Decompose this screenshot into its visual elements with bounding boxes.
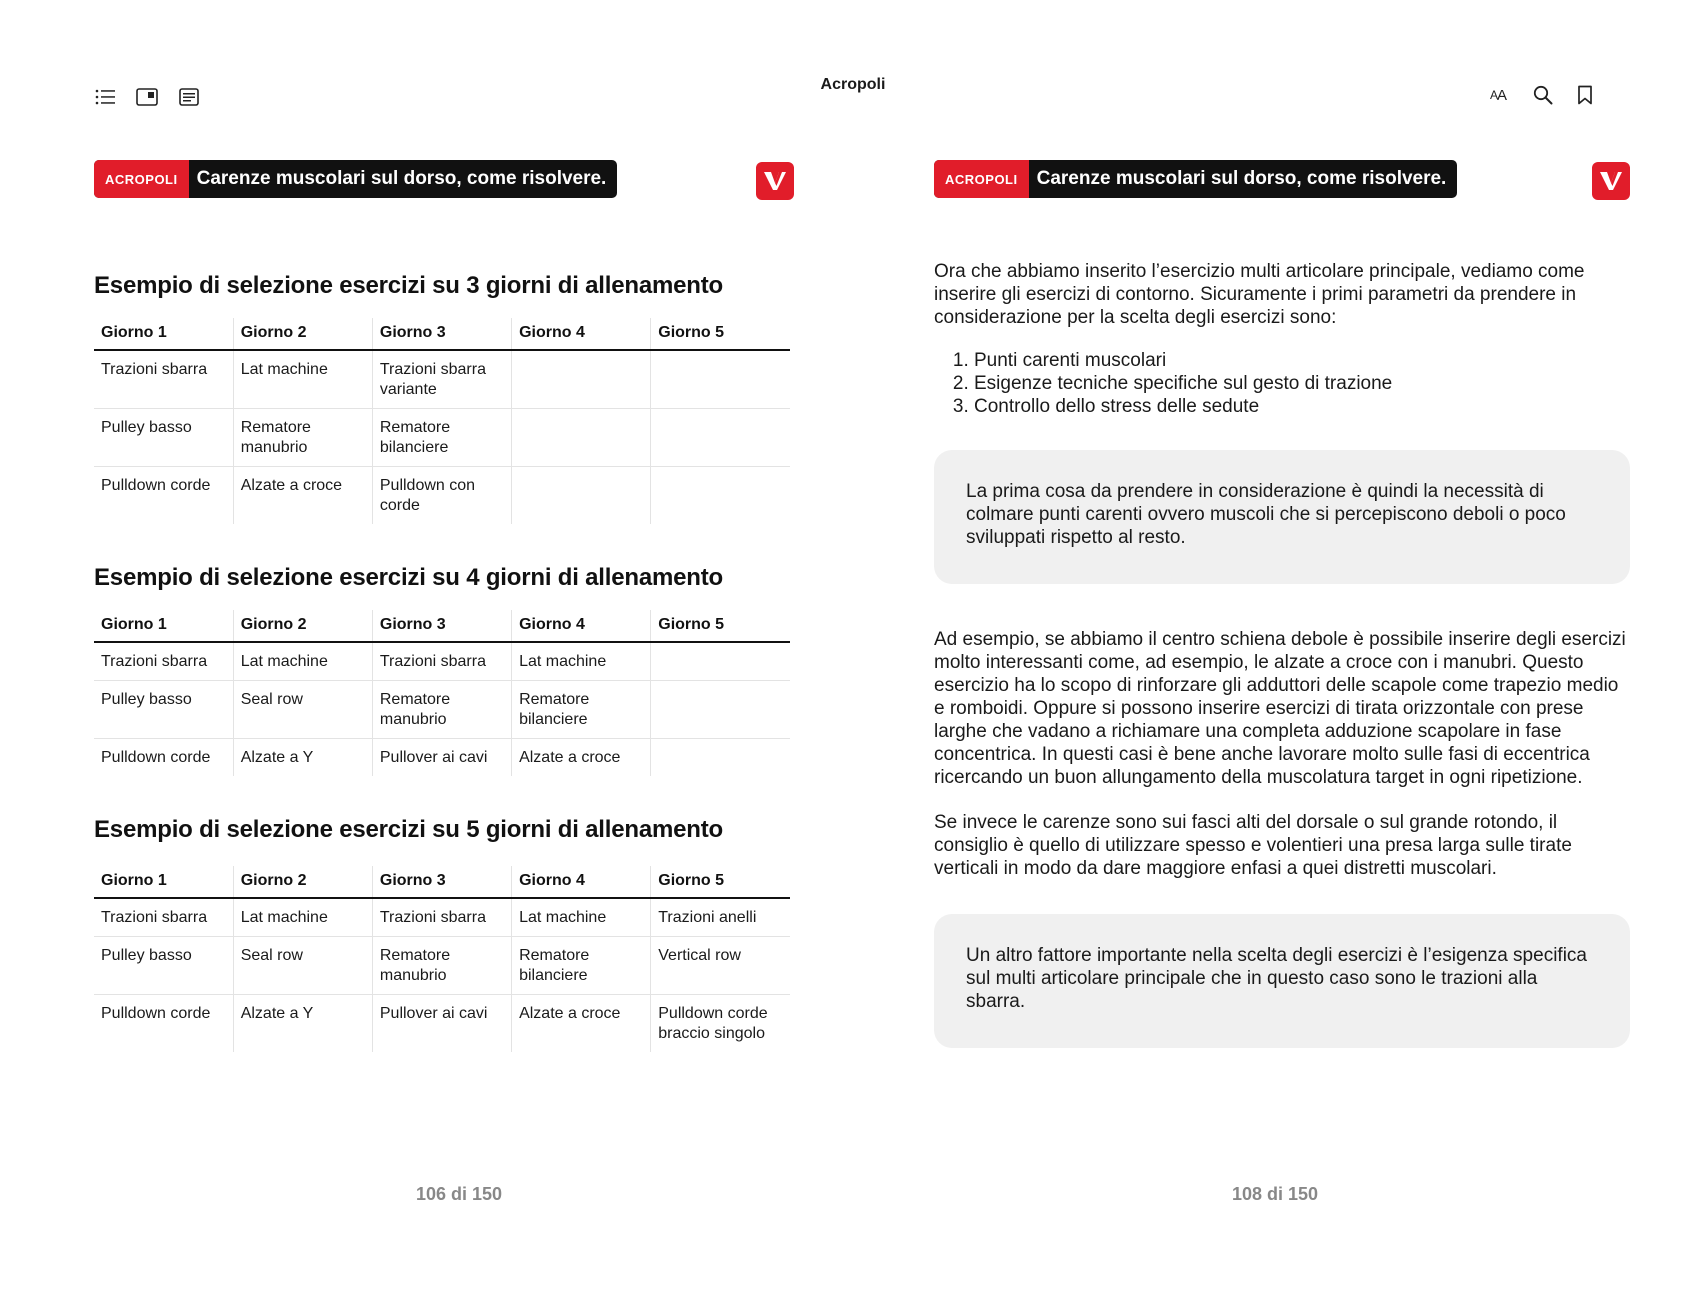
table-cell: Trazioni sbarra: [94, 642, 233, 680]
table-cell: Lat machine: [233, 642, 372, 680]
column-header: Giorno 5: [651, 318, 790, 350]
header-tag: ACROPOLI: [934, 160, 1029, 198]
column-header: Giorno 4: [512, 610, 651, 642]
left-page: [94, 160, 794, 1220]
table-cell: Rematore bilanciere: [372, 408, 511, 466]
table-cell: [651, 738, 790, 776]
body-paragraph: Ad esempio, se abbiamo il centro schiena debole è possibile inserire degli esercizi molto interessanti come, ad esempio, le alzate a croce con i manubri. Questo esercizio ha lo scopo di rinforzare gli adduttori delle scapole come trapezio medio e romboidi. Oppure si possono inserire esercizi di tirata orizzontale con prese larghe che vadano a richiamare una completa adduzione scapolare in fase concentrica. In questi casi è bene anche lavorare molto sulle fasi di eccentrica ricercando un buon allungamento della muscolatura target in ogni ripetizione.: [934, 629, 1626, 788]
table-cell: Rematore manubrio: [372, 936, 511, 994]
section-title: Esempio di selezione esercizi su 4 giorni di allenamento: [94, 564, 723, 591]
table-row: [94, 466, 790, 524]
table-cell: Alzate a Y: [233, 738, 372, 776]
exercise-section-5-days: [94, 816, 794, 1052]
column-header: Giorno 2: [233, 866, 372, 898]
table-cell: Seal row: [233, 680, 372, 738]
brand-logo-icon: [756, 162, 794, 200]
column-header: Giorno 2: [233, 318, 372, 350]
table-cell: Pulldown con corde: [372, 466, 511, 524]
exercise-table: [94, 610, 790, 776]
table-cell: [651, 466, 790, 524]
table-cell: Rematore bilanciere: [512, 680, 651, 738]
reader-toolbar: [0, 0, 1706, 130]
table-cell: [651, 350, 790, 408]
section-title: Esempio di selezione esercizi su 3 giorni di allenamento: [94, 272, 723, 299]
callout-box: [934, 914, 1630, 1048]
table-cell: Alzate a Y: [233, 994, 372, 1052]
table-row: [94, 680, 790, 738]
table-row: [94, 350, 790, 408]
section-title: Esempio di selezione esercizi su 5 giorni di allenamento: [94, 816, 723, 843]
exercise-section-3-days: [94, 272, 794, 564]
exercise-section-4-days: [94, 564, 794, 816]
table-cell: [512, 408, 651, 466]
page-header: [94, 160, 794, 200]
table-cell: Pullover ai cavi: [372, 738, 511, 776]
font-small-label: A: [1489, 88, 1497, 102]
table-cell: Pulley basso: [94, 680, 233, 738]
font-big-label: A: [1497, 86, 1507, 104]
callout-text: Un altro fattore importante nella scelta degli esercizi è l’esigenza specifica sul multi articolare principale che in questo caso sono le trazioni alla sbarra.: [966, 945, 1587, 1012]
column-header: Giorno 4: [512, 866, 651, 898]
table-row: [94, 642, 790, 680]
column-header: Giorno 3: [372, 866, 511, 898]
column-header: Giorno 4: [512, 318, 651, 350]
search-icon[interactable]: [1532, 84, 1554, 106]
table-cell: Trazioni anelli: [651, 898, 790, 936]
table-cell: Trazioni sbarra variante: [372, 350, 511, 408]
column-header: Giorno 3: [372, 610, 511, 642]
callout-text: La prima cosa da prendere in considerazione è quindi la necessità di colmare punti carenti ovvero muscoli che si percepiscono deboli o poco sviluppati rispetto al resto.: [966, 481, 1566, 548]
table-cell: Trazioni sbarra: [372, 642, 511, 680]
right-page: [934, 160, 1630, 1220]
column-header: Giorno 1: [94, 318, 233, 350]
toolbar-right-group: [1484, 84, 1596, 106]
table-cell: Rematore bilanciere: [512, 936, 651, 994]
header-bar: [934, 160, 1457, 198]
table-row: [94, 408, 790, 466]
column-header: Giorno 1: [94, 610, 233, 642]
table-cell: Pullover ai cavi: [372, 994, 511, 1052]
list-item: 3. Controllo dello stress delle sedute: [974, 395, 1630, 418]
callout-box: [934, 450, 1630, 584]
column-header: Giorno 1: [94, 866, 233, 898]
table-row: [94, 994, 790, 1052]
table-cell: Trazioni sbarra: [94, 350, 233, 408]
list-item: 1. Punti carenti muscolari: [974, 349, 1630, 372]
page-number-left: 106 di 150: [416, 1184, 503, 1204]
table-cell: Pulldown corde: [94, 466, 233, 524]
table-row: [94, 936, 790, 994]
table-cell: [651, 680, 790, 738]
bookmark-icon[interactable]: [1574, 84, 1596, 106]
table-cell: [651, 642, 790, 680]
column-header: Giorno 5: [651, 866, 790, 898]
table-cell: Alzate a croce: [512, 738, 651, 776]
column-header: Giorno 2: [233, 610, 372, 642]
intro-paragraph: Ora che abbiamo inserito l’esercizio multi articolare principale, vediamo come inserire gli esercizi di contorno. Sicuramente i primi parametri da prendere in considerazione per la scelta degli esercizi sono:: [934, 261, 1585, 328]
table-cell: Seal row: [233, 936, 372, 994]
column-header: Giorno 5: [651, 610, 790, 642]
table-cell: Pulley basso: [94, 936, 233, 994]
table-cell: Rematore manubrio: [233, 408, 372, 466]
table-row: [94, 898, 790, 936]
table-header-row: [94, 610, 790, 642]
book-title: Acropoli: [820, 76, 886, 93]
table-cell: Pulley basso: [94, 408, 233, 466]
table-header-row: [94, 866, 790, 898]
table-cell: [651, 408, 790, 466]
page-header: [934, 160, 1630, 200]
exercise-table: [94, 866, 790, 1052]
table-cell: Pulldown corde: [94, 994, 233, 1052]
brand-logo-icon: [1592, 162, 1630, 200]
table-row: [94, 738, 790, 776]
exercise-table: [94, 318, 790, 524]
table-cell: [512, 466, 651, 524]
table-cell: Trazioni sbarra: [372, 898, 511, 936]
header-bar: [94, 160, 617, 198]
column-header: Giorno 3: [372, 318, 511, 350]
list-item: 2. Esigenze tecniche specifiche sul gesto di trazione: [974, 372, 1630, 395]
header-tag: ACROPOLI: [94, 160, 189, 198]
header-title: Carenze muscolari sul dorso, come risolvere.: [196, 168, 607, 189]
table-cell: Alzate a croce: [233, 466, 372, 524]
table-cell: Lat machine: [512, 642, 651, 680]
body-paragraph: Se invece le carenze sono sui fasci alti del dorsale o sul grande rotondo, il consiglio è quello di utilizzare spesso e volentieri una presa larga sulle tirate verticali in modo da dare maggiore enfasi a quei distretti muscolari.: [934, 812, 1572, 879]
table-cell: Lat machine: [233, 898, 372, 936]
tables-container: [94, 272, 794, 1052]
page-number-right: 108 di 150: [1232, 1184, 1319, 1204]
table-cell: Lat machine: [512, 898, 651, 936]
table-header-row: [94, 318, 790, 350]
header-title: Carenze muscolari sul dorso, come risolvere.: [1036, 168, 1447, 189]
table-cell: Trazioni sbarra: [94, 898, 233, 936]
text-size-icon[interactable]: [1484, 84, 1512, 106]
table-cell: [512, 350, 651, 408]
table-cell: Alzate a croce: [512, 994, 651, 1052]
table-cell: Lat machine: [233, 350, 372, 408]
table-cell: Rematore manubrio: [372, 680, 511, 738]
criteria-list: [934, 349, 1630, 418]
table-cell: Pulldown corde: [94, 738, 233, 776]
table-cell: Vertical row: [651, 936, 790, 994]
table-cell: Pulldown corde braccio singolo: [658, 1004, 768, 1042]
